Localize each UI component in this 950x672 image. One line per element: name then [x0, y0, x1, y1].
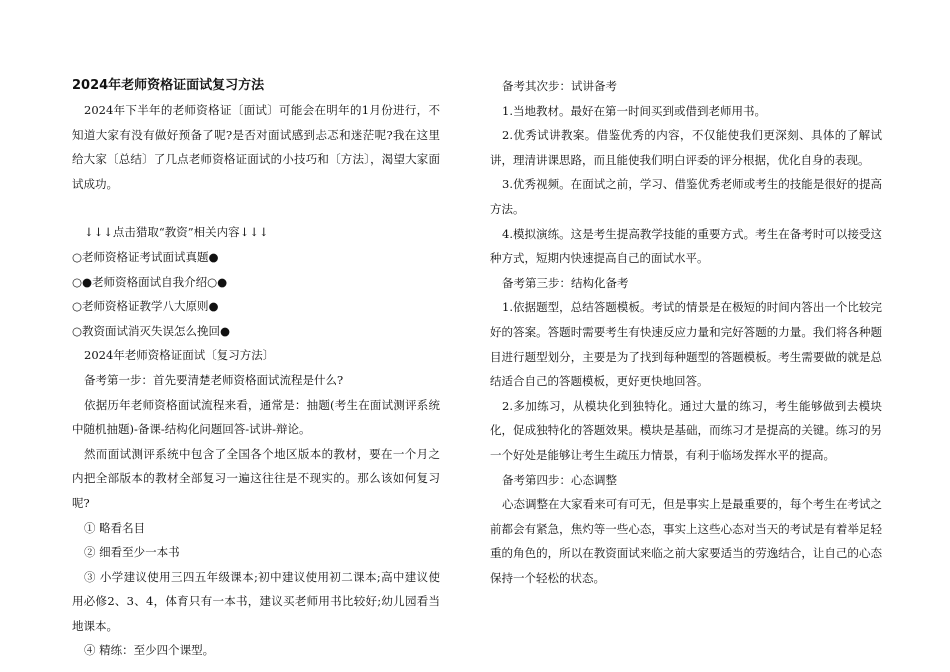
step1-heading: 备考第一步：首先要清楚老师资格面试流程是什么?: [84, 372, 344, 387]
section-subtitle: 2024年老师资格证面试〔复习方法〕: [84, 348, 275, 363]
step3-item-2: 2.多加练习，从模块化到独特化。通过大量的练习，考生能够做到去模块化，促成独特化的答题效果。模块是基础，而练习才是提高的关键。练习的另一个好处是能够让考生生疏压力情景，有利于临场发挥水平的提高。: [490, 398, 882, 462]
step3-item-1: 1.依据题型，总结答题模板。考试的情景是在极短的时间内答出一个比较完好的答案。答题时需要考生有快速反应力量和完好答题的力量。我们将各种题目进行题型划分，主要是为了找到每种题型的答题模板。考生需要做的就是总结适合自己的答题模板，更好更快地回答。: [490, 300, 882, 389]
step2-item-4: 4.模拟演练。这是考生提高教学技能的重要方式。考生在备考时可以接受这种方式，短期内快速提高自己的面试水平。: [490, 226, 882, 266]
blank-line: [72, 196, 440, 220]
step4-paragraph: 心态调整在大家看来可有可无，但是事实上是最重要的，每个考生在考试之前都会有紧急，焦灼等一些心态，事实上这些心态对当天的考试是有着举足轻重的角色的，所以在教资面试来临之前大家要适当的劳逸结合，让自己的心态保持一个轻松的状态。: [490, 497, 882, 585]
left-column: [72, 74, 440, 663]
step4-heading: 备考第四步：心态调整: [502, 472, 617, 487]
step2-heading: 备考其次步：试讲备考: [502, 79, 617, 93]
step2-item-2: 2.优秀试讲教案。借鉴优秀的内容，不仅能使我们更深刻、具体的了解试讲，理清讲课思路，而且能使我们明白评委的评分根据，优化自身的表现。: [490, 128, 882, 167]
step1-list-item-1: ① 略看名目: [84, 520, 146, 535]
step1-list-item-2: ② 细看至少一本书: [84, 545, 180, 560]
related-link-mistake-recovery[interactable]: ○教资面试消灭失误怎么挽回●: [72, 323, 231, 338]
related-link-interview-questions[interactable]: ○老师资格证考试面试真题●: [72, 249, 219, 264]
step2-item-1: 1.当地教材。最好在第一时间买到或借到老师用书。: [502, 103, 766, 118]
document-title: 2024年老师资格证面试复习方法: [72, 78, 265, 93]
related-link-self-introduction[interactable]: ○●老师资格面试自我介绍○●: [72, 274, 228, 289]
right-column: [490, 74, 882, 590]
step1-list-item-3: ③ 小学建议使用三四五年级课本;初中建议使用初二课本;高中建议使用必修2、3、4，体育只有一本书，建议买老师用书比较好;幼儿园看当地课本。: [72, 569, 440, 633]
step3-heading: 备考第三步：结构化备考: [502, 275, 629, 290]
intro-paragraph: 2024年下半年的老师资格证〔面试〕可能会在明年的1月份进行，不知道大家有没有做好预备了呢?是否对面试感到忐忑和迷茫呢?我在这里给大家〔总结〕了几点老师资格证面试的小技巧和〔方法〕，渴望大家面试成功。: [72, 103, 440, 191]
related-link-teaching-principles[interactable]: ○老师资格证教学八大原则●: [72, 299, 219, 314]
step2-item-3: 3.优秀视频。在面试之前，学习、借鉴优秀老师或考生的技能是很好的提高方法。: [490, 177, 882, 216]
step1-review-paragraph: 然而面试测评系统中包含了全国各个地区版本的教材，要在一个月之内把全部版本的教材全部复习一遍这往往是不现实的。那么该如何复习呢?: [72, 446, 440, 510]
related-content-prompt: ↓↓↓点击猎取“教资”相关内容↓↓↓: [84, 225, 269, 240]
step1-list-item-4: ④ 精练：至少四个课型。: [84, 643, 215, 658]
step1-process-paragraph: 依据历年老师资格面试流程来看，通常是：抽题(考生在面试测评系统中随机抽题)-备课-结构化问题回答-试讲-辩论。: [72, 397, 440, 437]
